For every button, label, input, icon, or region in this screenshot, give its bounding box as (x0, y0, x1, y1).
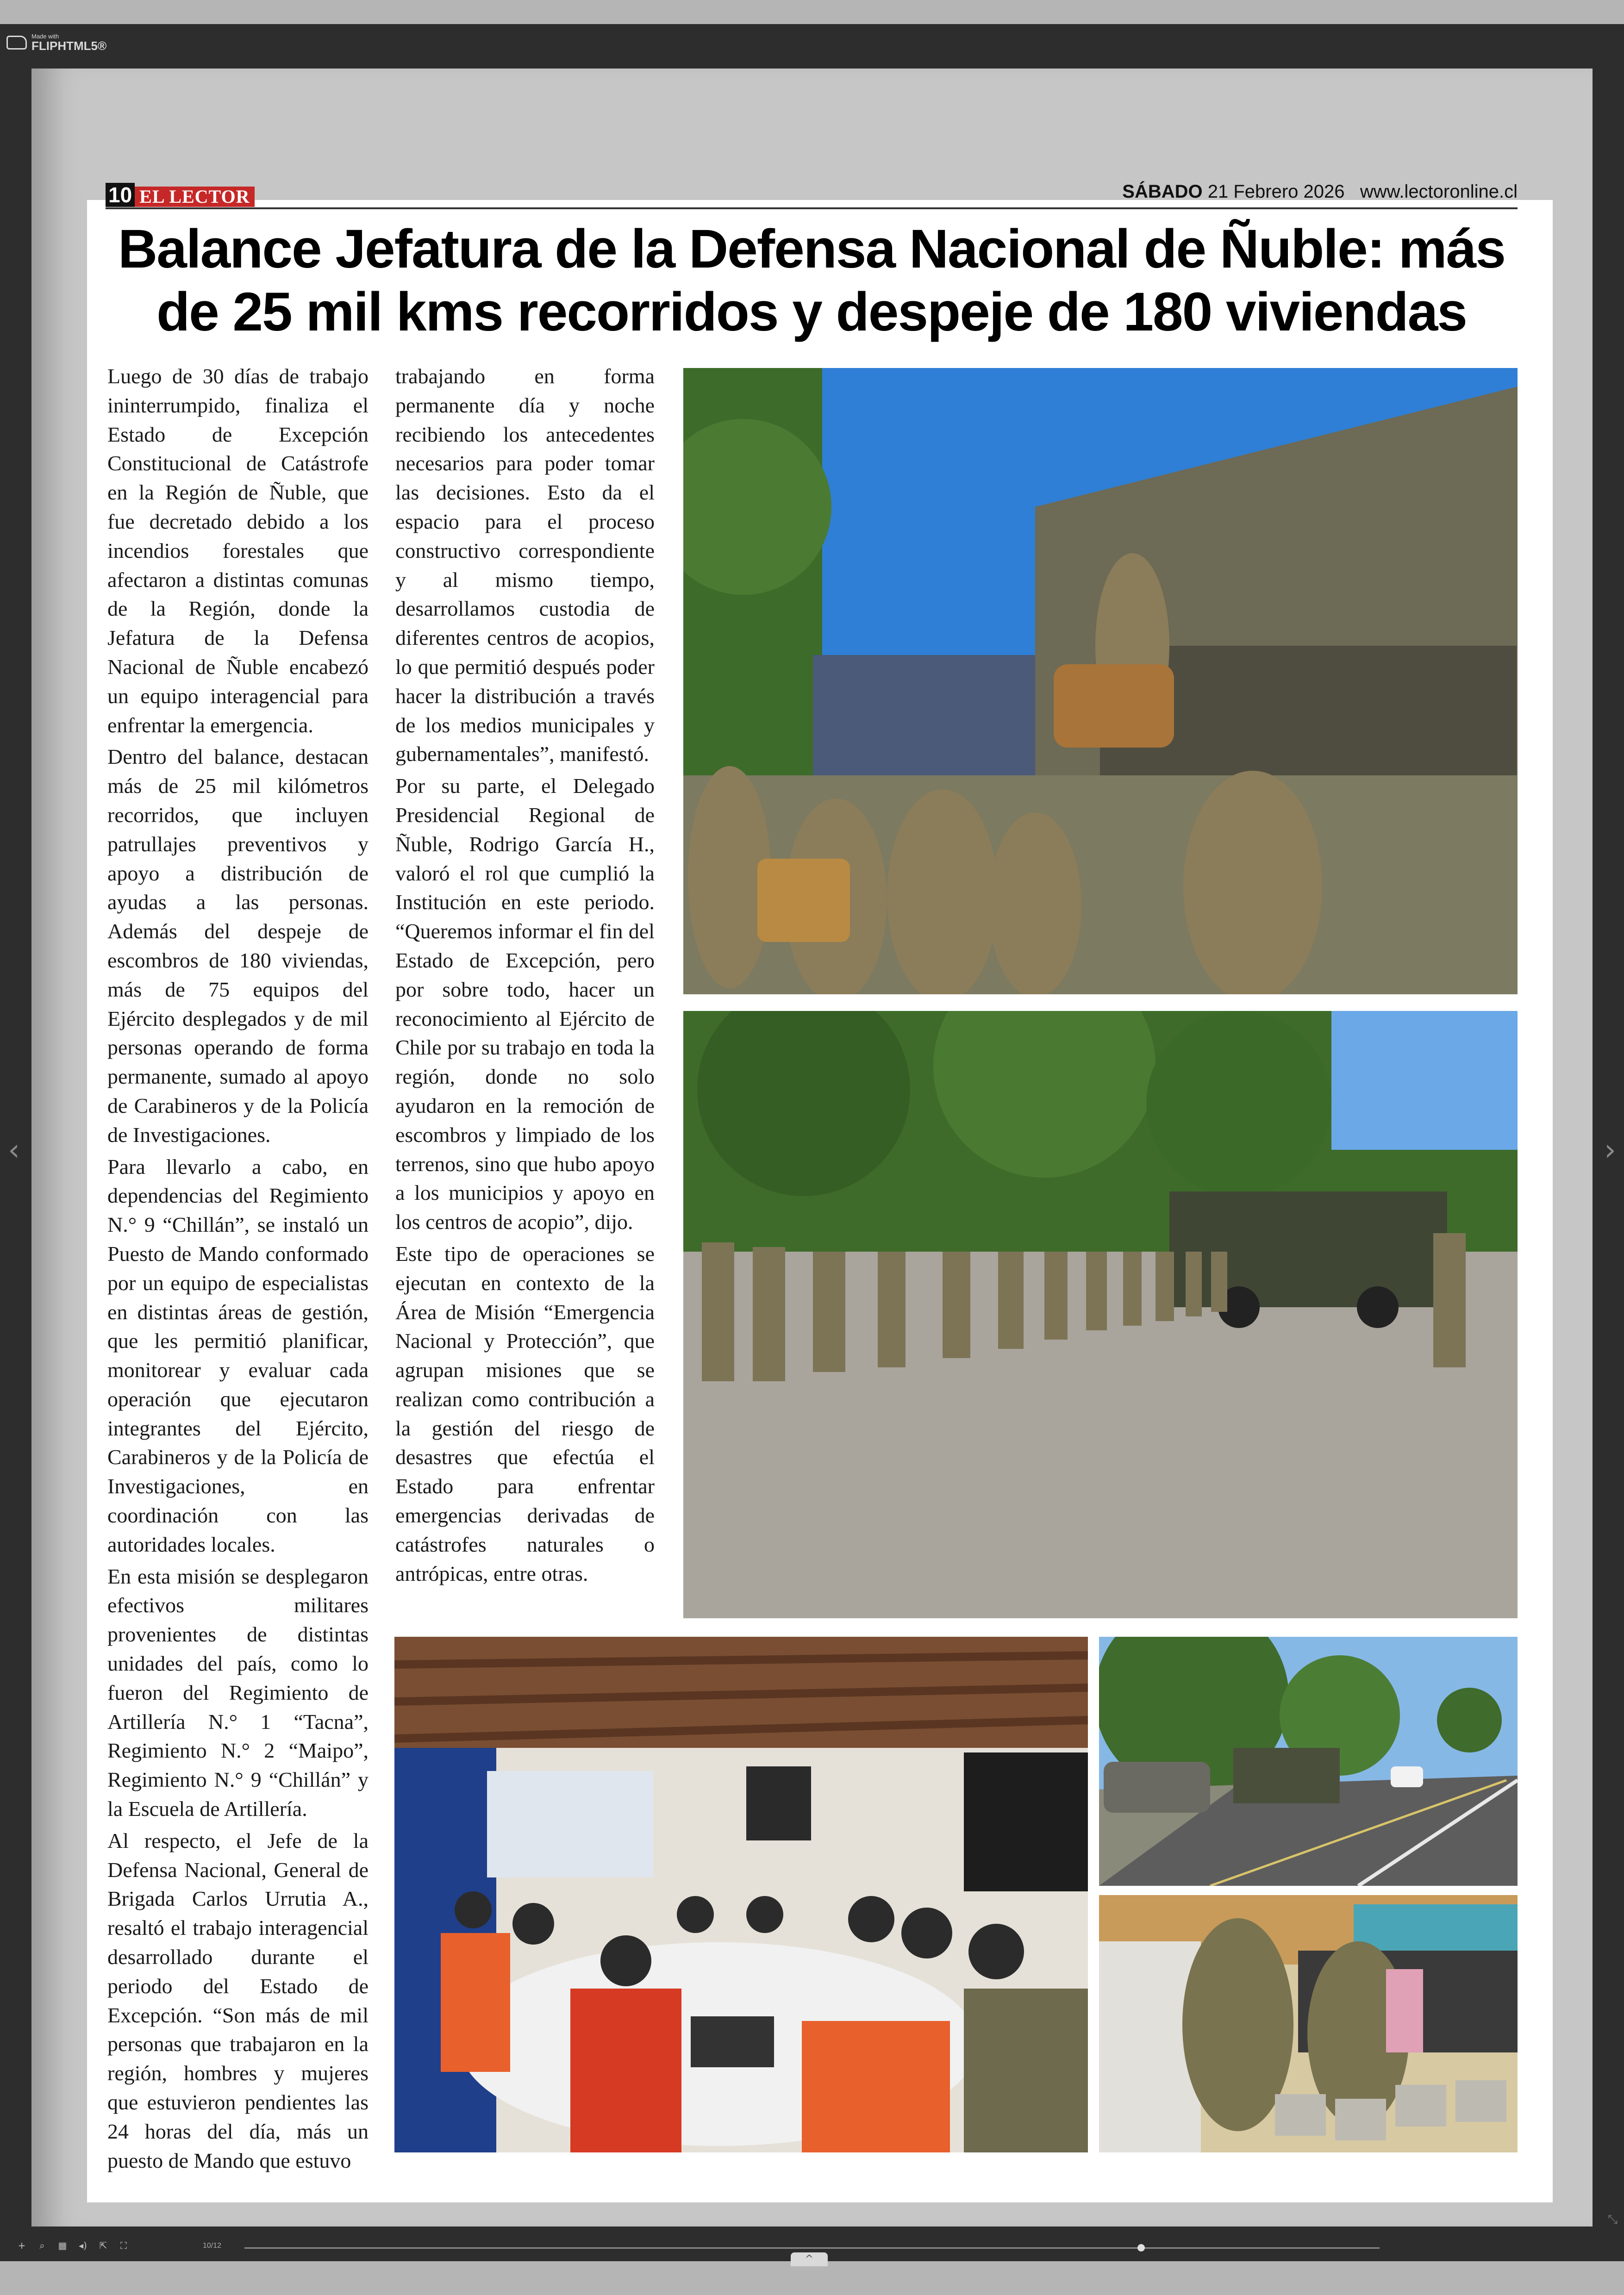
photo-collection-center (1099, 1895, 1518, 2152)
brand-made-with: Made with (31, 33, 59, 40)
article-column-1 (107, 362, 369, 2178)
page-indicator: 10/12 (203, 2242, 222, 2250)
photo-soldiers-unloading-truck (683, 368, 1518, 994)
sound-icon[interactable]: ◂) (79, 2240, 87, 2251)
masthead-website: www.lectoronline.cl (1360, 181, 1518, 202)
brand-registered: ® (98, 39, 107, 53)
paragraph: trabajando en forma permanente día y noche recibiendo los antecedentes necesarios para poder tomar las decisiones. Esto da el espacio para el proceso constructivo correspondiente y al mismo tiempo, desarrollamos custodia de diferentes centros de acopios, lo que permitió después poder hacer la distribución a través de los medios municipales y gubernamentales”, manifestó. (395, 364, 655, 766)
fliphtml5-brand[interactable] (6, 33, 106, 52)
paragraph: Al respecto, el Jefe de la Defensa Nacional, General de Brigada Carlos Urrutia A., resaltó el trabajo interagencial desarrollado durante el periodo del Estado de Excepción. “Son más de mil personas que trabajaron en la región, hombres y mujeres que estuvieron pendientes las 24 horas del día, más un puesto de Mando que estuvo (107, 1828, 369, 2172)
zoom-in-icon[interactable]: + (18, 2240, 26, 2251)
resize-corner-icon[interactable]: ⤡ (1608, 2213, 1618, 2226)
expand-toolbar-icon[interactable]: ^ (791, 2252, 828, 2266)
top-bar (0, 0, 1624, 24)
photo-command-post-meeting (394, 1637, 1088, 2152)
paragraph: Luego de 30 días de trabajo ininterrumpido, finaliza el Estado de Excepción Constitucional de Catástrofe en la Región de Ñuble, que fue decretado debido a los incendios forestales que afectaron a distintas comunas de la Región, donde la Jefatura de la Defensa Nacional de Ñuble encabezó un equipo interagencial para enfrentar la emergencia. (107, 364, 369, 737)
page-number: 10 (106, 183, 135, 207)
brand-name: FLIPHTML5 (31, 39, 98, 53)
masthead-dateline (1122, 181, 1518, 202)
masthead-divider (106, 207, 1518, 209)
paragraph: Por su parte, el Delegado Presidencial Regional de Ñuble, Rodrigo García H., valoró el rol que cumplió la Institución en este periodo. “Queremos informar el fin del Estado de Excepción, pero por sobre todo, hacer un reconocimiento al Ejército de Chile por su trabajo en toda la región, donde no solo ayudaron en la remoción de escombros y limpiado de los terrenos, sino que hubo apoyo a los municipios y apoyo en los centros de acopio”, dijo. (395, 774, 655, 1234)
masthead-logo (106, 183, 255, 207)
page-slider-track[interactable] (244, 2247, 1380, 2249)
paragraph: Este tipo de operaciones se ejecutan en contexto de la Área de Misión “Emergencia Nacional y Protección”, que agrupan misiones que se realizan como contribución a la gestión del riesgo de desastres que efectúa el Estado para enfrentar emergencias derivadas de catástrofes naturales o antrópicas, entre otras. (395, 1241, 655, 1585)
paragraph: En esta misión se desplegaron efectivos militares provenientes de distintas unidades del país, como lo fueron del Regimiento de Artillería N.° 1 “Tacna”, Regimiento N.° 2 “Maipo”, Regimiento N.° 9 “Chillán” y la Escuela de Artillería. (107, 1564, 369, 1821)
previous-page-arrow-icon[interactable]: ‹ (8, 1133, 20, 1167)
photo-troops-formation (683, 1011, 1518, 1618)
search-icon[interactable]: ⌕ (39, 2240, 45, 2251)
next-page-arrow-icon[interactable]: › (1604, 1133, 1616, 1167)
mortarboard-icon (6, 36, 27, 50)
article-column-2 (395, 362, 655, 1591)
masthead-date: 21 Febrero 2026 (1207, 181, 1345, 202)
thumbnails-icon[interactable]: ▦ (58, 2240, 67, 2251)
page-slider-thumb[interactable] (1137, 2244, 1145, 2251)
newspaper-name: EL LECTOR (135, 187, 254, 207)
article-headline: Balance Jefatura de la Defensa Nacional de Ñuble: más de 25 mil kms recorridos y despeje de 180 viviendas (118, 218, 1505, 343)
paragraph: Para llevarlo a cabo, en dependencias del Regimiento N.° 9 “Chillán”, se instaló un Puesto de Mando conformado por un equipo de especialistas en distintas áreas de gestión, que les permitió planificar, monitorear y evaluar cada operación que ejecutaron integrantes del Ejército, Carabineros y de la Policía de Investigaciones, en coordinación con las autoridades locales. (107, 1154, 369, 1556)
paragraph: Dentro del balance, destacan más de 25 mil kilómetros recorridos, que incluyen patrullajes preventivos y apoyo a distribución de ayudas a las personas. Además del despeje de escombros de 180 viviendas, más de 75 equipos del Ejército desplegados y de mil personas operando de forma permanente, sumado al apoyo de Carabineros y de la Policía de Investigaciones. (107, 745, 369, 1147)
fullscreen-icon[interactable]: ⛶ (120, 2240, 127, 2251)
masthead-day: SÁBADO (1122, 181, 1203, 202)
share-icon[interactable]: ⇱ (99, 2240, 107, 2251)
photo-road-patrol (1099, 1637, 1518, 1886)
toolbar-icons (17, 2240, 129, 2251)
